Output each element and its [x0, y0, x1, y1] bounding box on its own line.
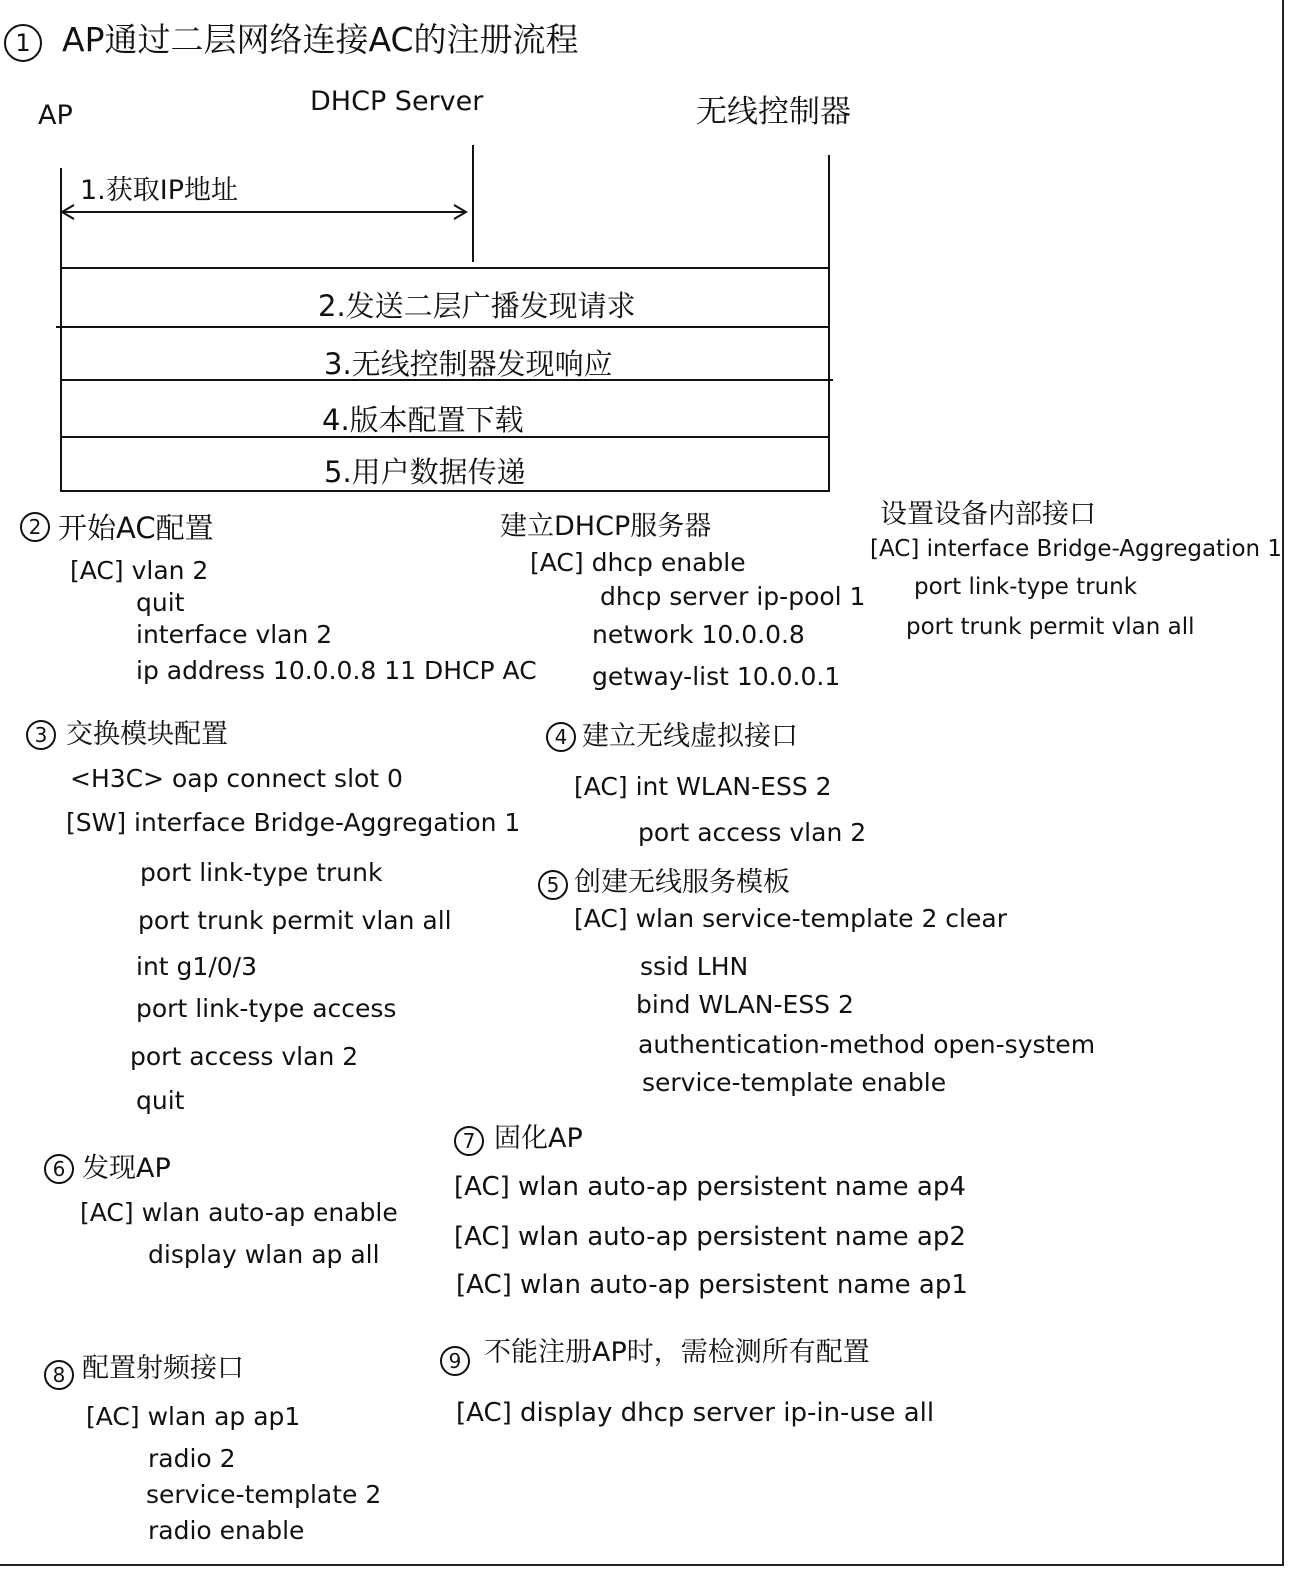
section-3-title: 交换模块配置	[66, 719, 228, 750]
section-3-line-5: int g1/0/3	[136, 952, 257, 981]
section-dhcp-title: 建立DHCP服务器	[500, 511, 712, 542]
section-4-line-1: [AC] int WLAN-ESS 2	[574, 772, 832, 801]
section-dhcp-line-2: dhcp server ip-pool 1	[600, 582, 866, 611]
section-2-line-3: interface vlan 2	[136, 620, 333, 649]
section-8-line-4: radio enable	[148, 1516, 305, 1545]
section-if-line-2: port link-type trunk	[914, 574, 1138, 600]
message-5: 5.用户数据传递	[324, 455, 526, 489]
section-9-line-1: [AC] display dhcp server ip-in-use all	[456, 1398, 935, 1428]
section-3-line-3: port link-type trunk	[140, 858, 383, 887]
section-dhcp-line-4: getway-list 10.0.0.1	[592, 662, 841, 691]
section-5-line-3: bind WLAN-ESS 2	[636, 990, 854, 1019]
section-6-line-2: display wlan ap all	[148, 1240, 380, 1269]
message-2: 2.发送二层广播发现请求	[318, 289, 636, 323]
lane-label-ap: AP	[38, 100, 73, 131]
section-6-number: 6	[44, 1154, 74, 1184]
section-2-line-2: quit	[136, 588, 185, 617]
section-if-title: 设置设备内部接口	[880, 499, 1096, 530]
section-8-title: 配置射频接口	[82, 1353, 244, 1384]
section-7-line-1: [AC] wlan auto-ap persistent name ap4	[454, 1172, 966, 1202]
section-5-title: 创建无线服务模板	[574, 867, 790, 898]
section-3-line-7: port access vlan 2	[130, 1042, 359, 1071]
section-2-title: 开始AC配置	[58, 511, 214, 545]
section-8-line-1: [AC] wlan ap ap1	[86, 1402, 301, 1431]
section-8-line-2: radio 2	[148, 1444, 236, 1473]
section-3-line-4: port trunk permit vlan all	[138, 906, 452, 935]
section-3-line-6: port link-type access	[136, 994, 397, 1023]
message-1: 1.获取IP地址	[80, 175, 239, 206]
section-3-line-2: [SW] interface Bridge-Aggregation 1	[66, 808, 521, 837]
section-7-line-2: [AC] wlan auto-ap persistent name ap2	[454, 1222, 966, 1252]
lane-label-dhcp: DHCP Server	[310, 86, 484, 117]
section-5-line-1: [AC] wlan service-template 2 clear	[574, 904, 1007, 933]
section-4-title: 建立无线虚拟接口	[582, 721, 798, 752]
section-9-number: 9	[440, 1346, 470, 1376]
section-7-title: 固化AP	[494, 1123, 583, 1154]
section-if-line-3: port trunk permit vlan all	[906, 614, 1195, 640]
section-5-line-5: service-template enable	[642, 1068, 947, 1097]
section-dhcp-line-1: [AC] dhcp enable	[530, 548, 746, 577]
section-3-line-8: quit	[136, 1086, 185, 1115]
section-3-line-1: <H3C> oap connect slot 0	[70, 764, 403, 793]
title-number: 1	[4, 24, 42, 62]
section-9-title: 不能注册AP时，需检测所有配置	[484, 1337, 870, 1368]
lane-label-ac: 无线控制器	[696, 94, 851, 130]
section-4-line-2: port access vlan 2	[638, 818, 867, 847]
section-2-line-1: [AC] vlan 2	[70, 556, 209, 585]
section-3-number: 3	[26, 720, 56, 750]
section-7-number: 7	[454, 1126, 484, 1156]
section-if-line-1: [AC] interface Bridge-Aggregation 1	[870, 536, 1283, 562]
section-4-number: 4	[546, 722, 576, 752]
section-2-number: 2	[20, 512, 50, 542]
section-6-line-1: [AC] wlan auto-ap enable	[80, 1198, 398, 1227]
section-8-line-3: service-template 2	[146, 1480, 382, 1509]
section-5-line-4: authentication-method open-system	[638, 1030, 1096, 1059]
section-dhcp-line-3: network 10.0.0.8	[592, 620, 805, 649]
section-5-line-2: ssid LHN	[640, 952, 749, 981]
section-7-line-3: [AC] wlan auto-ap persistent name ap1	[456, 1270, 968, 1300]
section-5-number: 5	[538, 870, 568, 900]
section-6-title: 发现AP	[82, 1153, 171, 1184]
message-3: 3.无线控制器发现响应	[324, 347, 613, 381]
section-2-line-4: ip address 10.0.0.8 11 DHCP AC	[136, 656, 537, 685]
message-4: 4.版本配置下载	[322, 403, 524, 437]
section-8-number: 8	[44, 1360, 74, 1390]
page-title: AP通过二层网络连接AC的注册流程	[62, 20, 579, 59]
